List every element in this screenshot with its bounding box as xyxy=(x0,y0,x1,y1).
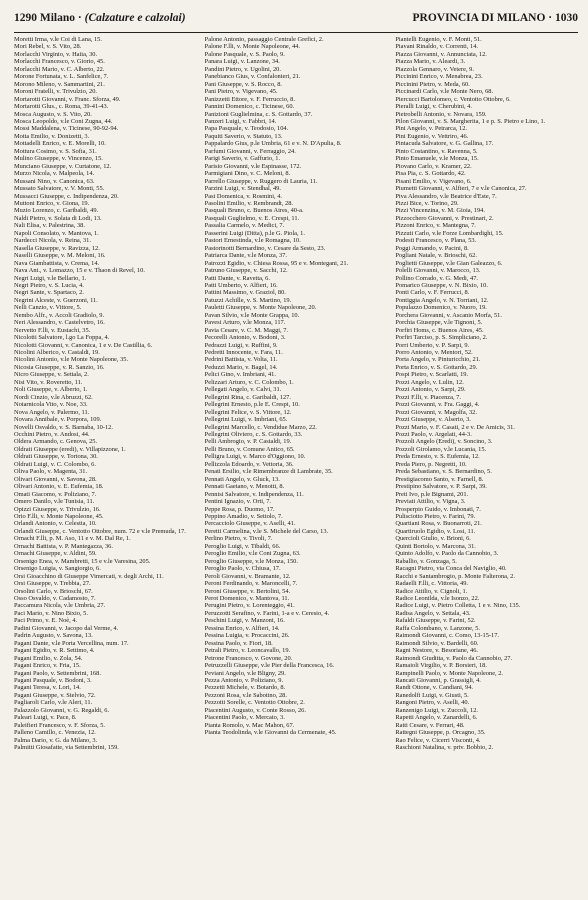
listing-entry: Ranzenigo Luigi, v. Zuccoli, 12. xyxy=(395,706,478,714)
listing-entry: Panizioni Guglielmina, c. S. Gottardo, 37. xyxy=(204,110,313,118)
listing-entry: Pezzetti Michele, v. Botardo, 8. xyxy=(204,684,286,692)
listing-entry: Pasquali Bruno, c. Buenos Aires, 40-a. xyxy=(204,207,304,215)
listing-entry: Pizzuti Carlo, v.le Forze Lombardighi, 15. xyxy=(395,229,504,237)
listing-entry: Mussani Nino, v. Canonica, 63. xyxy=(14,177,95,185)
listing-entry: Piccinini Enrico, v. Menabrea, 23. xyxy=(395,73,483,81)
listing-entry: Neri Alessandro, v. Castelvetro, 16. xyxy=(14,319,105,327)
listing-entry: Peppe Rosa, p. Duomo, 17. xyxy=(204,505,275,513)
listing-entry: Olivari Giovanni, v. Savona, 28. xyxy=(14,475,97,483)
listing-entry: Peviani Angelo, v.le Bligny, 29. xyxy=(204,669,286,677)
listing-entry: Oldrati Giuseppe (eredi), v. Villapizzone, 1. xyxy=(14,445,126,453)
listing-entry: Rafaldi Giuseppe, v. Farini, 52. xyxy=(395,617,476,625)
listing-entry: Pentini Ignazio, v. Orti, 7. xyxy=(204,498,271,506)
listing-entry: Petruzzelli Giuseppe, v.le Pier della Francesca, 16. xyxy=(204,662,335,670)
listing-entry: Porri Umberto, v. P. Sarpi, 9. xyxy=(395,341,470,349)
listing-entry: Preda Ernesto, v. S. Eufemia, 12. xyxy=(395,453,480,461)
listing-entry: Muttoni Enrico, v. Giona, 19. xyxy=(14,199,90,207)
listing-entry: Morone Fortunata, v. L. Sanfelice, 7. xyxy=(14,73,109,81)
listing-entry: Negri Sante, v. Spartaco, 2. xyxy=(14,289,84,297)
listing-entry: Parisio Giovanni, v.le Espinasse, 172. xyxy=(204,162,302,170)
listing-entry: Occhini Pietro, v. Andosi, 44. xyxy=(14,431,90,439)
listing-entry: Piacentini Paolo, v. Mercato, 3. xyxy=(204,714,285,722)
listing-entry: Radisa Angelo, v. Settala, 43. xyxy=(395,609,471,617)
listing-entry: Naldi Pietro, v. Solata di Lodi, 13. xyxy=(14,214,102,222)
listing-entry: Pennati Gaetano, v. Menotti, 8. xyxy=(204,483,285,491)
listing-entry: Rangoni Pietro, v. Aselli, 40. xyxy=(395,699,470,707)
listing-entry: Poggi Armando, v. Pacini, 8. xyxy=(395,244,469,252)
listing-entry: Pezzotti Sorelle, c. Ventotto Ottobre, 2. xyxy=(204,699,305,707)
listing-entry: Pizzi Bice, v. Torino, 29. xyxy=(395,199,459,207)
listing-entry: Piacentini Augusto, v. Conte Rosso, 26. xyxy=(204,706,306,714)
listing-entry: Pintacuda Salvatore, v. G. Gallina, 17. xyxy=(395,140,494,148)
listing-entry: Porchia Giuseppe, v.le Tignoni, 5. xyxy=(395,319,483,327)
listing-entry: Pulisciotto Pietro, v. Farini, 79. xyxy=(395,513,476,520)
listing-entry: Pietrobelli Antonio, v. Novara, 159. xyxy=(395,110,487,118)
listing-entry: Orsi Giuseppe, v. Trebbia, 27. xyxy=(14,580,91,588)
listing-entry: Papa Pasquale, v. Teodosio, 104. xyxy=(204,125,289,133)
listing-entry: Raballio, v. Gonzaga, 5. xyxy=(395,557,457,565)
listing-entry: Pisa Pia, c. S. Gottardo, 42. xyxy=(395,170,466,178)
listing-entry: Pagani Emilio, v. Zola, 54. xyxy=(14,654,83,662)
listing-entry: Patrozzi Egidio, v. Chiesa Rossa, 95 e v. Montegani, 21. xyxy=(204,259,349,267)
listing-entry: Piercucci Bartolomeo, c. Ventotto Ottobre, 6. xyxy=(395,95,511,103)
listing-entry: Pasolini Emilio, v. Rembrandt, 28. xyxy=(204,199,294,207)
listing-entry: Paquiti Saverio, v. Statuto, 13. xyxy=(204,132,283,140)
listing-entry: Padrin Augusto, v. Savona, 13. xyxy=(14,632,93,640)
listing-entry: Pannini Domenico, c. Ticinese, 60. xyxy=(204,103,295,111)
listing-entry: Passerini Luigi (Ditta), p.le G. Piola, 1. xyxy=(204,229,305,237)
listing-entry: Nasella Giuseppe, v. Ravizza, 12. xyxy=(14,244,100,252)
listing-entry: Preda Sebastiano, v. S. Bernardino, 5. xyxy=(395,468,492,476)
listing-entry: Moroni Fratelli, v. Trivulzio, 20. xyxy=(14,88,98,96)
listing-columns xyxy=(14,36,578,898)
listing-entry: Piavani Rinaldo, v. Correnti, 14. xyxy=(395,43,478,51)
listing-entry: Palazzolo Giovanni, v. G. Regaldi, 6. xyxy=(14,706,110,714)
listing-entry: Passalia Carmelo, v. Medici, 7. xyxy=(204,222,285,230)
listing-entry: Notarnicola Vito, v. Noe, 33. xyxy=(14,401,88,409)
listing-entry: Negri Pietro, v. S. Lucia, 4. xyxy=(14,281,84,289)
listing-entry: Pauletti Giuseppe, v. Monte Napoleone, 20. xyxy=(204,304,317,312)
listing-entry: Piumetti Giovanni, v. Alfieri, 7 e v.le Canonica, 27. xyxy=(395,185,527,193)
listing-entry: Quinti Bortolo, v. Marcona, 31. xyxy=(395,542,476,550)
listing-entry: Panizzetti Ettore, v. F. Ferruccio, 8. xyxy=(204,95,295,103)
listing-entry: Raffa Colombano, v. Lanzone, 5. xyxy=(395,624,480,632)
listing-entry: Percacciolo Giuseppe, v. Aselli, 41. xyxy=(204,520,296,528)
listing-entry: Pozzi F.lli, v. Piacenza, 7. xyxy=(395,393,461,401)
listing-entry: Pelligra Luigi, v. Marco d'Oggiono, 10. xyxy=(204,453,306,461)
listing-entry: Pozzi Angelo, v. Lulin, 12. xyxy=(395,378,464,386)
listing-entry: Pattini Massimo, v. Graziol, 80. xyxy=(204,289,286,297)
listing-entry: Pani Pietro, v. Vigevano, 45. xyxy=(204,88,278,96)
listing-entry: Piccinardi Carlo, v.le Monte Nero, 68. xyxy=(395,88,494,96)
listing-entry: Pessina Luigia, v. Procaccini, 26. xyxy=(204,632,290,640)
listing-entry: Patuzzi Achille, v. S. Martino, 19. xyxy=(204,296,292,304)
listing-entry: Pozzi Giuseppe, v. Alserio, 3. xyxy=(395,416,471,424)
listing-entry: Petrone Francesco, v. Govone, 20. xyxy=(204,654,293,662)
listing-entry: Pianta Romolo, v. Mac Mahon, 67. xyxy=(204,721,295,729)
header-city: Milano xyxy=(39,12,76,24)
listing-entry: Pedrazzi Luigi, v. Ruffini, 9. xyxy=(204,341,278,349)
listing-entry: Peroni Giuseppe, v. Bertolini, 54. xyxy=(204,587,291,595)
listing-entry: Pellegrini Marcello, c. Vendidue Marzo, 22. xyxy=(204,423,317,431)
listing-entry: Parfumi Giovanni, v. Ferraggio, 24. xyxy=(204,147,296,155)
listing-entry: Paci Mario, v. Nino Bixio, 5. xyxy=(14,609,88,617)
listing-entry: Palmitti Giosafatte, via Settembrini, 159. xyxy=(14,744,119,752)
listing-entry: Quartiani Rosa, v. Buonarroti, 21. xyxy=(395,520,482,528)
header-right: PROVINCIA DI MILANO · 1030 xyxy=(412,12,578,24)
listing-entry: Pozzi Paolo, v. Argelati, 44-3. xyxy=(395,431,472,439)
listing-entry: Peppino Amadio, v. Settolo, 7. xyxy=(204,513,283,520)
listing-entry: Pennati Angelo, v. Gluck, 13. xyxy=(204,475,280,483)
listing-entry: Pilon Giovanni, v. S. Margherita, 1 e p. S. Pietro e Lino, 1. xyxy=(395,117,546,125)
listing-entry: Porchera Giovanni, v. Ascanio Morfa, 51. xyxy=(395,311,502,319)
listing-entry: Nelli Canzio, v. Vittore, 5. xyxy=(14,304,82,312)
listing-entry: Orlandi Antonio, v. Celestia, 10. xyxy=(14,520,97,528)
listing-entry: Prestigiacomo Santo, v. Farnell, 8. xyxy=(395,475,484,483)
listing-entry: Muzio Lorenzo, c. Garibaldi, 49. xyxy=(14,207,99,215)
listing-entry: Nicolotti Giovanni, v. Canonica, 1 e v. De Castillia, 6. xyxy=(14,341,153,349)
listing-entry: Piazzola Gennaro, v. Vetere, 9. xyxy=(395,65,474,73)
listing-entry: Raimondi Silvio, v. Bardelli, 60. xyxy=(395,639,479,647)
listing-entry: Pozzoli Girolamo, v.le Lucania, 15. xyxy=(395,445,487,453)
page-number-left: 1290 xyxy=(14,12,37,24)
listing-entry: Racagni Pietro, via Conca del Naviglio, 40. xyxy=(395,565,507,573)
listing-entry: Paleari Luigi, v. Pace, 8. xyxy=(14,714,77,722)
listing-entry: Podesti Francesco, v. Plana, 53. xyxy=(395,237,477,245)
listing-entry: Nova Angelo, v. Palermo, 11. xyxy=(14,408,90,416)
listing-entry: Pizzoni Enrico, v. Mantegna, 7. xyxy=(395,222,476,230)
listing-entry: Ramaioli Virgilio, v. P. Borsieri, 18. xyxy=(395,662,487,670)
listing-entry: Peroglio Paolo, v. Chiusa, 17. xyxy=(204,565,281,573)
listing-entry: Ragni Nestore, v. Besoriane, 46. xyxy=(395,647,478,655)
listing-entry: Pavia Cesare, v. C. M. Maggi, 7. xyxy=(204,326,289,334)
listing-entry: Pastorinotti Bernardino, v. Cesare da Sesto, 23. xyxy=(204,244,326,252)
listing-entry: Olivari Antonio, v. E. Eufemia, 18. xyxy=(14,483,104,491)
listing-entry: Naselli Giuseppe, v. M. Meloni, 16. xyxy=(14,252,106,260)
listing-entry: Patti Umberto, v. Alfieri, 16. xyxy=(204,281,278,289)
listing-entry: Pagani Egidio, v. R. Settimo, 4. xyxy=(14,647,95,655)
listing-entry: Pessina Paolo, v. Fiori, 18. xyxy=(204,639,273,647)
listing-entry: Pelli Bruno, v. Comune Antico, 65. xyxy=(204,445,295,453)
listing-entry: Nicosia Giuseppe, v. R. Sanzio, 16. xyxy=(14,363,105,371)
listing-entry: Mortarotti Giovanni, v. Franc. Sforza, 49. xyxy=(14,95,121,103)
listing-entry: Omati Giacomo, v. Poliziano, 7. xyxy=(14,490,97,498)
listing-entry: Patti Dante, v. Ravetta, 6. xyxy=(204,274,270,282)
listing-entry: Ornachi Giuseppe, v. Aldini, 59. xyxy=(14,550,97,558)
listing-entry: Raimondi Giuditta, v. Paolo da Cannobio, 27. xyxy=(395,654,513,662)
listing-entry: Pagani Giuseppe, v. Stelvio, 72. xyxy=(14,691,96,699)
listing-entry: Pavesi Arturo, v.le Monza, 117. xyxy=(204,319,286,327)
listing-entry: Pellegrini Felice, v. S. Vittore, 12. xyxy=(204,408,292,416)
listing-entry: Ranedolfi Luigi, v. Giusti, 5. xyxy=(395,691,469,699)
listing-entry: Peroglio Giuseppe, v.le Monza, 150. xyxy=(204,557,298,565)
listing-entry: Pelici Gino, v. Imbriani, 41. xyxy=(204,371,276,379)
listing-entry: Nava Giambattista, v. Crema, 14. xyxy=(14,259,100,267)
listing-entry: Pastori Ernestinda, v.le Romagna, 10. xyxy=(204,237,301,245)
listing-column-2 xyxy=(205,36,388,898)
listing-entry: Piantelli Eugenio, v. F. Monti, 51. xyxy=(395,36,482,43)
listing-entry: Pieralli Luigi, v. Cherubini, 4. xyxy=(395,103,472,111)
listing-entry: Pagani Dante, v.le Porta Vercellina, num. 17. xyxy=(14,639,129,647)
header-category: (Calzature e calzolai) xyxy=(84,12,186,24)
listing-entry: Nordi Cinzio, v.le Abruzzi, 62. xyxy=(14,393,93,401)
listing-entry: Petrali Pietro, v. Leoncavallo, 19. xyxy=(204,647,291,655)
listing-entry: Pagliaroli Carlo, v.le Aleri, 11. xyxy=(14,699,93,707)
listing-entry: Radice Leonilda, v.le Isonzo, 22. xyxy=(395,594,480,602)
listing-entry: Nicro Giuseppe, v. Settala, 2. xyxy=(14,371,89,379)
listing-entry: Palone Antonio, passaggio Centrale Grefici, 2. xyxy=(204,36,324,43)
listing-entry: Rao Felice, v. Cicerri Visconti, 4. xyxy=(395,736,481,744)
listing-entry: Nicolini Alberico, v. Castaldi, 19. xyxy=(14,349,100,357)
listing-entry: Oldrati Luigi, v. C. Colombo, 6. xyxy=(14,460,96,468)
listing-entry: Peroglio Emilio, v.le Coni Zugna, 63. xyxy=(204,550,301,558)
listing-entry: Napoli Consolato, v. Mantova, 1. xyxy=(14,229,99,237)
header-left: 1290 Milano · (Calzature e calzolai) xyxy=(14,12,186,24)
listing-entry: Peretti Carmelina, v.le S. Michele del Carso, 13. xyxy=(204,527,329,535)
listing-entry: Oldera Armando, c. Genova, 25. xyxy=(14,438,98,446)
listing-entry: Murzo Nicola, v. Malpeola, 14. xyxy=(14,170,95,178)
listing-entry: Radice Attilio, v. Cignoli, 1. xyxy=(395,587,468,595)
listing-entry: Randi Ottone, v. Candiani, 94. xyxy=(395,684,474,692)
listing-entry: Mussato Salvatore, v. V. Monti, 55. xyxy=(14,185,105,193)
listing-entry: Nervetto F.lli, v. Eustachi, 35. xyxy=(14,326,91,334)
listing-entry: Orsi Gioacchino di Giuseppe Vimercati, v. degli Archi, 11. xyxy=(14,572,164,580)
listing-entry: Porfiri Tarciso, p. S. Simpliciano, 2. xyxy=(395,334,488,342)
listing-entry: Pasquali Guglielmo, v. E. Crespi, 11. xyxy=(204,214,300,222)
listing-entry: Pasi Domenica, v. Rosmini, 4. xyxy=(204,192,283,200)
listing-entry: Pozzi Giovanni, v. Magolfa, 32. xyxy=(395,408,477,416)
listing-entry: Radice Luigi, v. Pietro Colletta, 1 e v. Nino, 135. xyxy=(395,602,521,610)
listing-entry: Nisi Vito, v. Roveretto, 11. xyxy=(14,378,83,386)
listing-entry: Mottura Cosimo, v. S. Sofia, 31. xyxy=(14,147,97,155)
listing-entry: Perot Domenico, v. Mantova, 11. xyxy=(204,594,290,602)
listing-entry: Nardecci Nicola, v. Reina, 31. xyxy=(14,237,91,245)
listing-entry: Pedretti Innocente, v. Fara, 11. xyxy=(204,349,283,357)
listing-entry: Orsolini Carlo, v. Brioschi, 67. xyxy=(14,587,93,595)
listing-entry: Raschioni Natalina, v. priv. Bobbio, 2. xyxy=(395,744,494,752)
listing-entry: Pelizzari Arturo, v. C. Colombo, 1. xyxy=(204,378,294,386)
listing-entry: Pollino Corrado, v. G. Medi, 47. xyxy=(395,274,479,282)
listing-entry: Pelli Ambrogio, v. P. Castaldi, 19. xyxy=(204,438,292,446)
listing-entry: Opizzi Giuseppe, v. Trivulzio, 16. xyxy=(14,505,101,513)
listing-entry: Omero Danilo, v.le Tunisia, 11. xyxy=(14,498,95,506)
listing-entry: Porro Antonio, v. Mentori, 52. xyxy=(395,349,473,357)
listing-entry: Palone Pasquale, v. S. Paolo, 9. xyxy=(204,50,285,58)
listing-entry: Prosperpio Guido, v. Imbonati, 7. xyxy=(395,505,481,513)
listing-entry: Nicolotti Salvatore, l.go La Foppa, 4. xyxy=(14,334,110,342)
listing-entry: Paccamura Nicola, v.le Umbria, 27. xyxy=(14,602,106,610)
listing-entry: Pini Eugenio, v. Vettriro, 46. xyxy=(395,132,469,140)
listing-entry: Parrello Giuseppe, v. Ruggero di Lauria, 11. xyxy=(204,177,318,185)
header-province: PROVINCIA DI MILANO xyxy=(412,12,546,24)
listing-entry: Moretti Irma, v.le Coi di Lana, 15. xyxy=(14,36,102,43)
listing-entry: Rattegni Giuseppe, p. Orcagno, 35. xyxy=(395,729,486,737)
listing-entry: Rampinelli Paolo, v. Monte Napoleone, 2. xyxy=(395,669,504,677)
listing-entry: Porta Enrico, v. S. Gottardo, 29. xyxy=(395,363,478,371)
listing-entry: Negri Luigi, v.le Bellario, 1. xyxy=(14,274,87,282)
listing-entry: Motta Emilio, v. Donizetti, 3. xyxy=(14,132,90,140)
listing-entry: Peroni Ferdinando, v. Maroncelli, 7. xyxy=(204,580,298,588)
listing-entry: Pagani Teresa, v. Lori, 14. xyxy=(14,684,81,692)
listing-entry: Porfiri Homs, c. Buenos Aires, 45. xyxy=(395,326,484,334)
listing-entry: Parmigiani Dino, v. C. Meloni, 8. xyxy=(204,170,291,178)
listing-entry: Porta Angelo, v. Pinturicchio, 21. xyxy=(395,356,481,364)
listing-entry: Panebianco Gius, v. Confalonieri, 21. xyxy=(204,73,301,81)
listing-entry: Mottadelli Enrico, v. E. Morelli, 10. xyxy=(14,140,106,148)
listing-entry: Peruzzotti Serafino, v. Farini, 1-a e v. Ceresio, 4. xyxy=(204,609,330,617)
listing-entry: Pagani Paolo, v. Settembrini, 168. xyxy=(14,669,101,677)
listing-entry: Pozzi Giovanni, v. Fra. Gaggi, 4. xyxy=(395,401,480,409)
listing-entry: Mussacci Giuseppe, c. Indipendenza, 20. xyxy=(14,192,119,200)
listing-entry: Pizzocchero Giovanni, v. Prestinari, 2. xyxy=(395,214,494,222)
listing-entry: Preda Piero, p. Negretti, 10. xyxy=(395,460,467,468)
listing-entry: Rancati Giovanni, p. Grassigli, 4. xyxy=(395,676,481,684)
listing-entry: Populazzo Domenico, v. Nuoro, 19. xyxy=(395,304,487,312)
listing-entry: Panara Luigi, v. Lanzone, 34. xyxy=(204,58,280,66)
listing-entry: Morlacchi Mario, v. C. Alberto, 22. xyxy=(14,65,105,73)
listing-entry: Prestipino Salvatore, v. P. Sarpi, 39. xyxy=(395,483,487,491)
listing-entry: Padini Giovanni, v. Jacopo dal Verme, 4. xyxy=(14,624,119,632)
listing-entry: Pennisi Salvatore, v. Indipendenza, 11. xyxy=(204,490,304,498)
listing-entry: Penati Ersilio, v.le Rimembranze di Lambrate, 35. xyxy=(204,468,333,476)
listing-entry: Pontiggia Angelo, v. N. Torriani, 12. xyxy=(395,296,489,304)
listing-entry: Peduzzi Mario, v. Bagel, 14. xyxy=(204,363,278,371)
listing-entry: Quinto Adolfo, v. Paolo da Cannobio, 3. xyxy=(395,550,499,558)
listing-entry: Nava Ant., v. Lomazzo, 15 e v. Thaon di Revel, 10. xyxy=(14,267,145,275)
listing-entry: Negrini Alceste, v. Guerzoni, 11. xyxy=(14,296,98,304)
listing-entry: Pospi Pietro, v. Scarlatti, 19. xyxy=(395,371,469,379)
listing-entry: Ornachi F.lli, p. M. Aso, 11 e v. M. Dal Re, 1. xyxy=(14,535,131,543)
listing-entry: Piazza Mario, v. Aleardi, 3. xyxy=(395,58,466,66)
listing-entry: Panzeri Luigi, v. Fabbri, 14. xyxy=(204,117,277,125)
listing-entry: Piazza Giovanni, v. Annunciata, 12. xyxy=(395,50,487,58)
listing-entry: Pini Angelo, v. Petrarca, 12. xyxy=(395,125,467,133)
listing-entry: Pagani Enrico, v. Fria, 15. xyxy=(14,662,81,670)
listing-entry: Ratti Cesare, v. Ferrari, 48. xyxy=(395,721,465,729)
listing-entry: Paci Primo, v. E. Noè, 4. xyxy=(14,617,78,625)
listing-entry: Peschini Luigi, v. Manzoni, 16. xyxy=(204,617,285,625)
listing-entry: Paleifieri Francesco, v. F. Sforza, 5. xyxy=(14,721,105,729)
listing-entry: Palone F.lli, v. Monte Napoleone, 44. xyxy=(204,43,300,51)
listing-entry: Mosca Leopoldo, v.le Coni Zugna, 44. xyxy=(14,117,113,125)
listing-entry: Noli Giuseppe, v. Alberto, 1. xyxy=(14,386,88,394)
listing-entry: Pinto Costantino, v. Ravenna, 5. xyxy=(395,147,478,155)
listing-entry: Patruno Giuseppe, v. Sacchi, 12. xyxy=(204,267,288,275)
listing-entry: Parzini Luigi, v. Stendhal, 49. xyxy=(204,185,281,193)
listing-entry: Nicolini Antonio, v.le Monte Napoleone, 35. xyxy=(14,356,129,364)
listing-entry: Novelli Osvaldo, v. S. Barnaba, 10-12. xyxy=(14,423,113,431)
listing-entry: Pezzoni Rosa, v.le Sabotino, 28. xyxy=(204,691,287,699)
listing-entry: Novara Annibale, v. Porpora, 109. xyxy=(14,416,102,424)
listing-entry: Rapetti Angelo, v. Zanardelli, 6. xyxy=(395,714,478,722)
listing-entry: Mortarotti Glus., c. Roma, 39-41-43. xyxy=(14,103,109,111)
listing-entry: Parigi Saverio, v. Gaffurio, 1. xyxy=(204,155,281,163)
listing-entry: Ornachi Battista, v. P. Mantegazza, 36. xyxy=(14,542,113,550)
listing-entry: Radaelli F.lli, c. Vittoria, 49. xyxy=(395,580,468,588)
listing-entry: Preti Ivo, p.le Bignami, 201. xyxy=(395,490,469,498)
listing-entry: Palma Dario, v. G. da Milano, 3. xyxy=(14,736,98,744)
listing-entry: Pani Giuseppe, v. S. Rocco, 8. xyxy=(204,80,283,88)
listing-entry: Mori Rebel, v. S. Vito, 28. xyxy=(14,43,82,51)
listing-entry: Oliva Paolo, v. Magenta, 31. xyxy=(14,468,88,476)
listing-entry: Pessina Enrico, v. Alfieri, 14. xyxy=(204,624,280,632)
listing-entry: Munciano Giuseppe, v. Curtatone, 12. xyxy=(14,162,112,170)
listing-entry: Orio F.lli, v. Monte Napoleone, 45. xyxy=(14,513,104,520)
listing-entry: Oldrati Giuseppe, v. Tortona, 30. xyxy=(14,453,98,461)
listing-entry: Peroglio Luigi, v. Tibaldi, 66. xyxy=(204,542,281,550)
listing-column-3 xyxy=(395,36,578,898)
listing-entry: Pappalardo Gius, p.le Umbria, 61 e v. N. D'Apulia, 8. xyxy=(204,140,342,148)
listing-entry: Nali Elisa, v. Palestrina, 38. xyxy=(14,222,85,230)
listing-entry: Orsenigo Luigia, v. Sangiorgio, 6. xyxy=(14,565,101,573)
listing-column-1 xyxy=(14,36,197,898)
listing-entry: Pogliani Natale, v. Brioschi, 62. xyxy=(395,252,477,260)
listing-entry: Patriarca Dante, v.le Monza, 37. xyxy=(204,252,287,260)
listing-entry: Pellegati Angelo, v. Calvi, 31. xyxy=(204,386,282,394)
listing-entry: Pozzi Mario, v. F. Casati, 2 e v. De Amicis, 31. xyxy=(395,423,515,431)
listing-entry: Pinto Emanuele, v.le Monza, 15. xyxy=(395,155,479,163)
listing-entry: Ponti Carlo, v. F. Ferrucci, 8. xyxy=(395,289,470,297)
listing-entry: Pagani Pasquale, v. Bodoni, 3. xyxy=(14,676,92,684)
listing-entry: Polelli Giovanni, v. Marocco, 13. xyxy=(395,267,481,275)
listing-entry: Pozzoli Angelo (Eredi), v. Soncino, 3. xyxy=(395,438,493,446)
listing-entry: Mulino Giuseppe, v. Vincenzo, 15. xyxy=(14,155,103,163)
listing-entry: Peroli Giovanni, v. Bramante, 12. xyxy=(204,572,291,580)
listing-entry: Pavan Silvio, v.le Monte Grappa, 10. xyxy=(204,311,300,319)
listing-entry: Pandini Pietro, v. Ugolini, 20. xyxy=(204,65,281,73)
listing-entry: Pellegrini Oliviero, c. S. Gottardo, 33. xyxy=(204,431,303,439)
listing-entry: Osso Osvaldo, v. Cadamosto, 7. xyxy=(14,594,96,602)
listing-entry: Pisani Emilio, v. Vigevano, 6. xyxy=(395,177,472,185)
listing-entry: Pezza Antonio, v. Poliziano, 9. xyxy=(204,676,284,684)
listing-entry: Orsenigo Enea, v. Mambretti, 15 e v.le Varesina, 205. xyxy=(14,557,151,565)
listing-entry: Palleno Camillo, c. Venezia, 12. xyxy=(14,729,96,737)
listing-entry: Pedrini Battista, v. Volta, 11. xyxy=(204,356,278,364)
listing-entry: Piccinini Pietro, v. Meda, 60. xyxy=(395,80,470,88)
page-number-right: 1030 xyxy=(555,12,578,24)
listing-entry: Pecorelli Antonio, v. Bodoni, 3. xyxy=(204,334,286,342)
listing-entry: Pomarico Giuseppe, v. N. Bixio, 10. xyxy=(395,281,488,289)
listing-entry: Morlacchi Francesco, v. Giorio, 45. xyxy=(14,58,105,66)
listing-entry: Morlacchi Virginio, v. Haiia, 30. xyxy=(14,50,98,58)
listing-entry: Orlandi Giuseppe, c. Ventotto Ottobre, num. 72 e v.le Premuda, 17. xyxy=(14,527,186,535)
listing-entry: Pellegrini Ernesto, p.le E. Crespi, 10. xyxy=(204,401,300,409)
listing-entry: Quartiruolo Egidio, v. Losi, 11. xyxy=(395,527,476,535)
listing-entry: Pellegrini Rina, c. Garibaldi, 127. xyxy=(204,393,291,401)
page-header xyxy=(14,12,578,33)
listing-entry: Morono Mileno, v. Sammartini, 21. xyxy=(14,80,105,88)
listing-entry: Racchi e Santambrogio, p. Monte Falterona, 2. xyxy=(395,572,515,580)
listing-entry: Perlino Pietro, v. Tivoli, 7. xyxy=(204,535,273,543)
listing-entry: Mosca Augusto, v. S. Vito, 20. xyxy=(14,110,92,118)
listing-entry: Nembo Alfr., v. Accoli Gradiolo, 9. xyxy=(14,311,105,319)
listing-entry: Mossi Maddalena, v. Ticinese, 90-92-94. xyxy=(14,125,119,133)
listing-entry: Quercioli Giulio, v. Brioni, 6. xyxy=(395,535,471,543)
listing-entry: Piva Alessandro, v.le Beatrice d'Este, 7. xyxy=(395,192,497,200)
listing-entry: Poglietti Giuseppe, v.le Gian Galeazzo, 6. xyxy=(395,259,503,267)
listing-entry: Pozzi Antonio, v. Sarpi, 29. xyxy=(395,386,466,394)
listing-entry: Pizzi Vincenzina, v. M. Gioia, 194. xyxy=(395,207,485,215)
listing-entry: Piovano Carlo, v. Kramer, 22. xyxy=(395,162,472,170)
listing-entry: Pellizzola Edoardo, v. Vettoria, 36. xyxy=(204,460,294,468)
listing-entry: Pianta Teodolinda, v.le Giovanni da Cermenate, 45. xyxy=(204,729,337,737)
listing-entry: Perugini Pietro, v. Lorenteggio, 41. xyxy=(204,602,295,610)
listing-entry: Previati Attilio, v. Vigna, 3. xyxy=(395,498,466,506)
listing-entry: Pellegrini Luigi, v. Imbriani, 65. xyxy=(204,416,288,424)
listing-entry: Raimondi Giovanni, c. Como, 13-15-17. xyxy=(395,632,500,640)
